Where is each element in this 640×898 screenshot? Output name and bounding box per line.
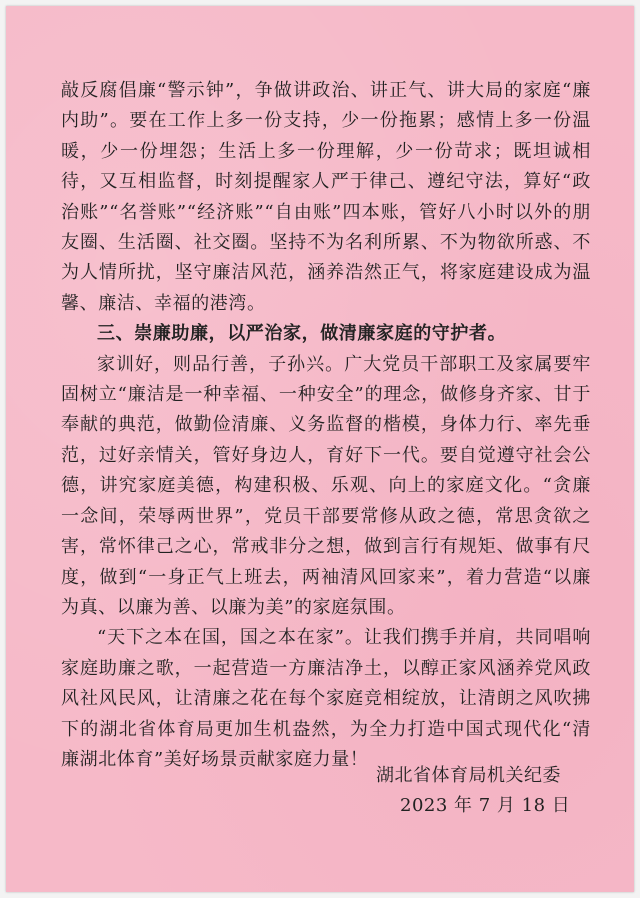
signature-organization: 湖北省体育局机关纪委 [376, 765, 561, 786]
signature-date: 2023 年 7 月 18 日 [400, 795, 571, 816]
section-heading: 三、崇廉助廉，以严治家，做清廉家庭的守护者。 [97, 323, 507, 345]
paragraph-family-discipline: 家训好，则品行善，子孙兴。广大党员干部职工及家属要牢固树立“廉洁是一种幸福、一种安全”的理念，做修身齐家、甘于奉献的典范，做勤俭清廉、义务监督的楷模，身体力行、率先垂范，过好亲情关，管好身边人，育好下一代。要自觉遵守社会公德，讲究家庭美德，构建积极、乐观、向上的家庭文化。“贪廉一念间，荣辱两世界”，党员干部要常修从政之德，常思贪欲之害，常怀律己之心，常戒非分之想，做到言行有规矩、做事有尺度，做到“一身正气上班去，两袖清风回家来”，着力营造“以廉为真、以廉为善、以廉为美”的家庭氛围。 [61, 353, 591, 618]
document-page [6, 6, 634, 892]
body-text [61, 76, 591, 775]
paragraph-closing: “天下之本在国，国之本在家”。让我们携手并肩，共同唱响家庭助廉之歌，一起营造一方廉洁净土，以醇正家风涵养党风政风社风民风，让清廉之花在每个家庭竞相绽放，让清朗之风吹拂下的湖北省体育局更加生机盎然，为全力打造中国式现代化“清廉湖北体育”美好场景贡献家庭力量！ [61, 627, 591, 770]
paragraph-continued: 敲反腐倡廉“警示钟”，争做讲政治、讲正气、讲大局的家庭“廉内助”。要在工作上多一份支持，少一份拖累；感情上多一份温暖，少一份埋怨；生活上多一份理解，少一份苛求；既坦诚相待，又互相监督，时刻提醒家人严于律己、遵纪守法，算好“政治账”“名誉账”“经济账”“自由账”四本账，管好八小时以外的朋友圈、生活圈、社交圈。坚持不为名利所累、不为物欲所惑、不为人情所扰，坚守廉洁风范，涵养浩然正气，将家庭建设成为温馨、廉洁、幸福的港湾。 [61, 80, 591, 314]
signature-block [376, 761, 616, 821]
